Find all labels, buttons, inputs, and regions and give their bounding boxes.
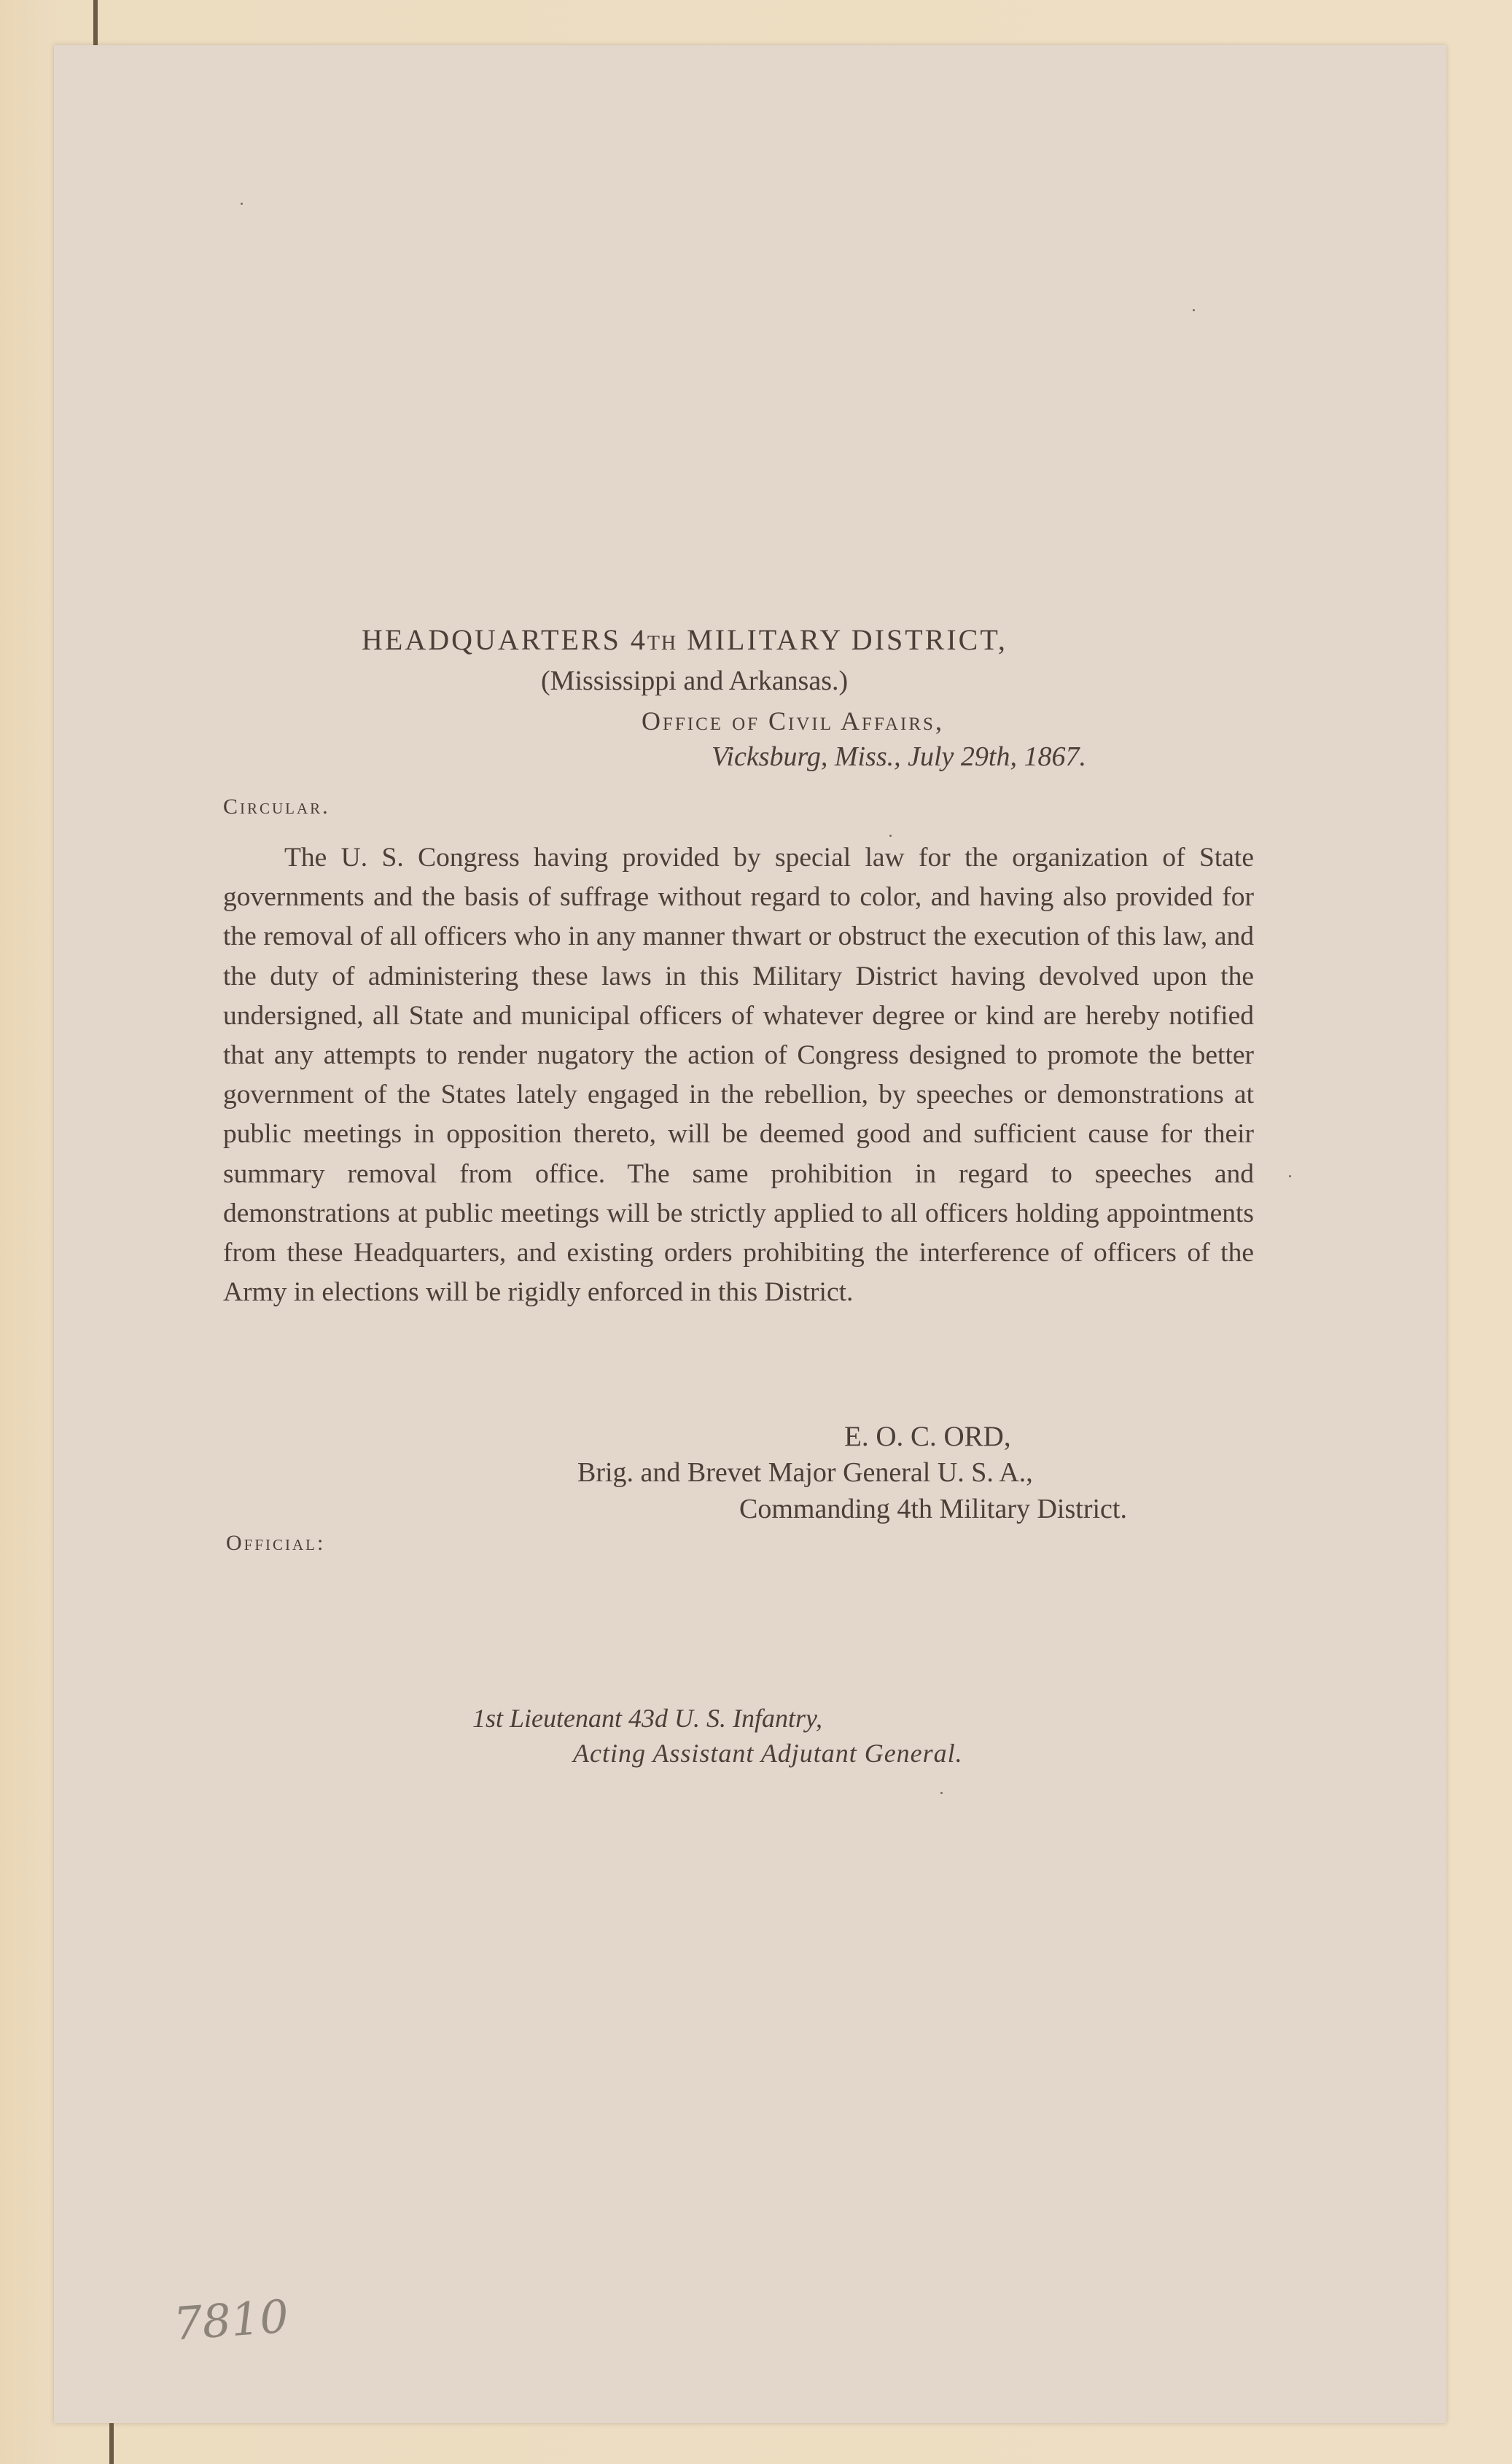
attestation-line-2: Acting Assistant Adjutant General. <box>573 1739 963 1768</box>
paper-speck <box>1193 309 1195 311</box>
dateline: Vicksburg, Miss., July 29th, 1867. <box>712 741 1086 772</box>
attestation-line-1: 1st Lieutenant 43d U. S. Infantry, <box>472 1704 822 1733</box>
signatory-command: Commanding 4th Military District. <box>739 1494 1127 1524</box>
document-heading <box>362 623 1008 657</box>
office-line: Office of Civil Affairs, <box>642 706 944 736</box>
official-label: Official: <box>226 1531 326 1555</box>
signatory-rank: Brig. and Brevet Major General U. S. A., <box>577 1457 1033 1488</box>
paper-speck <box>241 203 243 205</box>
catalog-number: 7810 <box>171 2289 291 2351</box>
heading-part-2: MILITARY DISTRICT, <box>677 623 1008 656</box>
heading-part-1: HEADQUARTERS 4 <box>362 623 647 656</box>
paper-speck <box>940 1792 943 1794</box>
section-label: Circular. <box>223 795 330 819</box>
paper-speck <box>889 835 892 837</box>
circular-body: The U. S. Congress having provided by special law for the organization of State governments and the basis of suffrage without regard to color, and having also provided for the removal of all officers who in any manner thwart or obstruct the execution of this law, and the duty of administering these laws in this Military District having devolved upon the undersigned, all State and municipal officers of whatever degree or kind are hereby notified that any attempts to render nugatory the action of Congress designed to promote the better government of the States lately engaged in the rebellion, by speeches or demonstrations at public meetings in opposition thereto, will be deemed good and sufficient cause for their summary removal from office. The same prohibition in regard to speeches and demonstrations at public meetings will be strictly applied to all officers holding appointments from these Headquarters, and existing orders prohibiting the interference of officers of the Army in elections will be rigidly enforced in this District. <box>223 843 1254 1308</box>
document-subheading: (Mississippi and Arkansas.) <box>541 666 849 696</box>
paper-speck <box>1289 1175 1291 1177</box>
signatory-name: E. O. C. ORD, <box>844 1421 1011 1452</box>
heading-ordinal: TH <box>647 632 678 655</box>
